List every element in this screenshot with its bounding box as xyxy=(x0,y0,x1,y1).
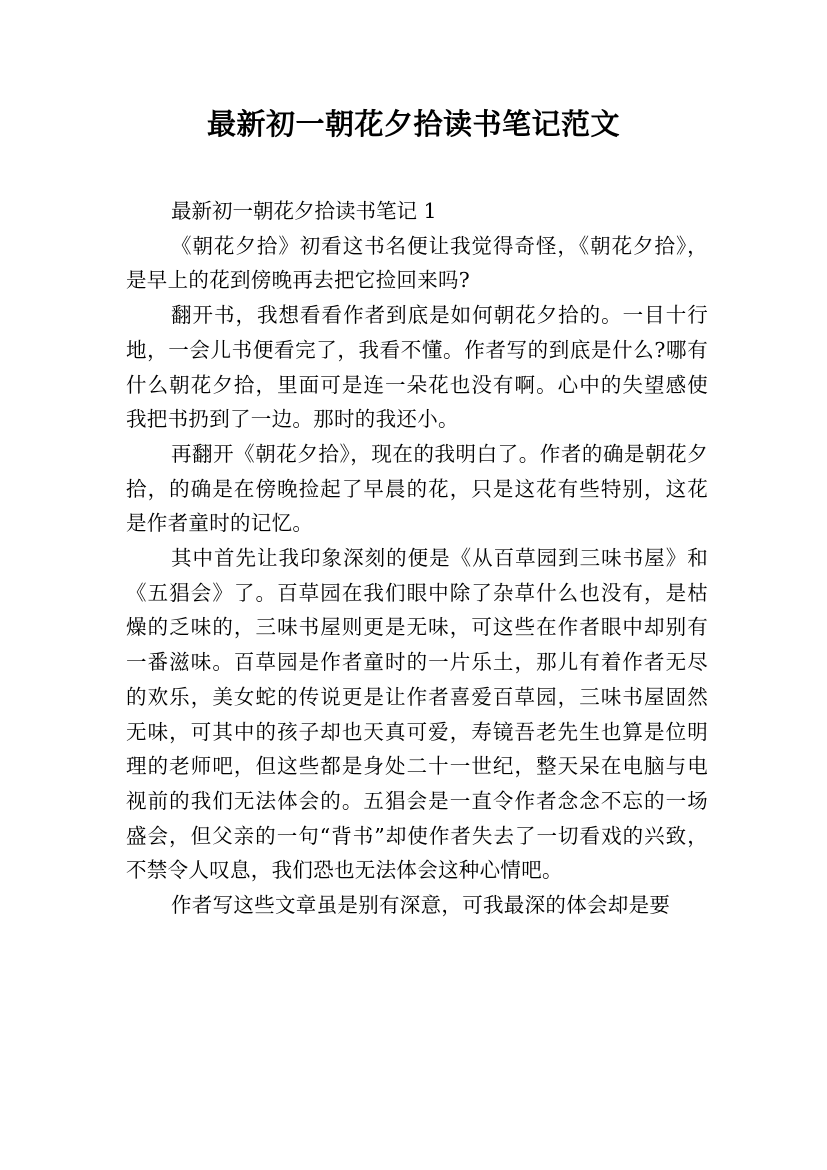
paragraph-2: 翻开书，我想看看作者到底是如何朝花夕拾的。一目十行地，一会儿书便看完了，我看不懂。作者写的到底是什么?哪有什么朝花夕拾，里面可是连一朵花也没有啊。心中的失望感使我把书扔到了一边。那时的我还小。 xyxy=(126,303,708,432)
paragraph-3: 再翻开《朝花夕拾》，现在的我明白了。作者的确是朝花夕拾，的确是在傍晚捡起了早晨的花，只是这花有些特别，这花是作者童时的记忆。 xyxy=(126,441,708,536)
section-subheading: 最新初一朝花夕拾读书笔记 1 xyxy=(171,199,437,223)
paragraph-1: 《朝花夕拾》初看这书名便让我觉得奇怪，《朝花夕拾》，是早上的花到傍晚再去把它捡回来吗? xyxy=(126,233,708,293)
document-title: 最新初一朝花夕拾读书笔记范文 xyxy=(206,107,620,141)
paragraph-4: 其中首先让我印象深刻的便是《从百草园到三味书屋》和《五猖会》了。百草园在我们眼中除了杂草什么也没有，是枯燥的乏味的，三味书屋则更是无味，可这些在作者眼中却别有一番滋味。百草园是作者童时的一片乐土，那儿有着作者无尽的欢乐，美女蛇的传说更是让作者喜爱百草园，三味书屋固然无味，可其中的孩子却也天真可爱，寿镜吾老先生也算是位明理的老师吧，但这些都是身处二十一世纪，整天呆在电脑与电视前的我们无法体会的。五猖会是一直令作者念念不忘的一场盛会，但父亲的一句“背书”却使作者失去了一切看戏的兴致，不禁令人叹息，我们恐也无法体会这种心情吧。 xyxy=(126,546,708,883)
paragraph-5: 作者写这些文章虽是别有深意，可我最深的体会却是要 xyxy=(171,893,671,918)
document-body xyxy=(126,194,708,923)
